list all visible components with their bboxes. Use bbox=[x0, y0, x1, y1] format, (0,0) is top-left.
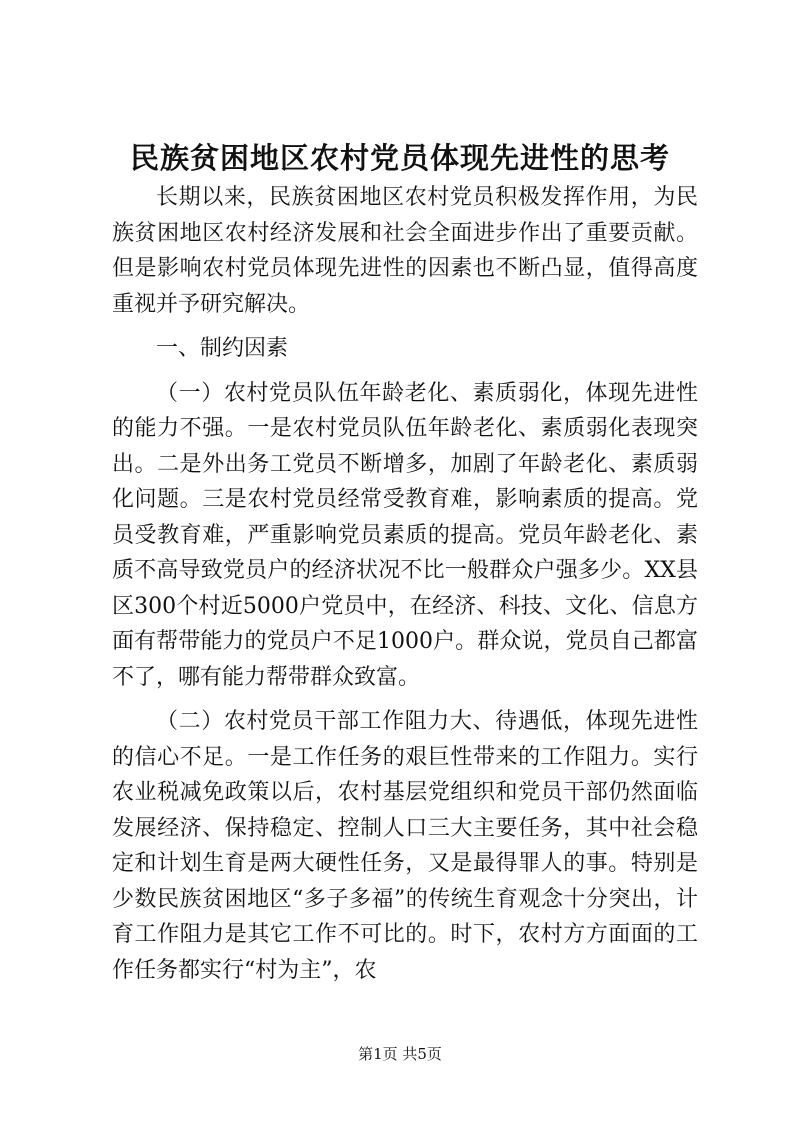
page-footer: 第1页 共5页 bbox=[358, 1045, 442, 1063]
document-title: 民族贫困地区农村党员体现先进性的思考 bbox=[129, 141, 670, 175]
paragraph-2: （二）农村党员干部工作阻力大、待遇低，体现先进性的信心不足。一是工作任务的艰巨性带来的工作阻力。实行农业税减免政策以后，农村基层党组织和党员干部仍然面临发展经济、保持稳定、控制人口三大主要任务，其中社会稳定和计划生育是两大硬性任务，又是最得罪人的事。特别是少数民族贫困地区“多子多福”的传统生育观念十分突出，计育工作阻力是其它工作不可比的。时下，农村方方面面的工作任务都实行“村为主”，农 bbox=[112, 709, 698, 983]
paragraph-1: （一）农村党员队伍年龄老化、素质弱化，体现先进性的能力不强。一是农村党员队伍年龄老化、素质弱化表现突出。二是外出务工党员不断增多，加剧了年龄老化、素质弱化问题。三是农村党员经常受教育难，影响素质的提高。党员受教育难，严重影响党员素质的提高。党员年龄老化、素质不高导致党员户的经济状况不比一般群众户强多少。XX县区300个村近5000户党员中，在经济、科技、文化、信息方面有帮带能力的党员户不足1000户。群众说，党员自己都富不了，哪有能力帮带群众致富。 bbox=[112, 380, 698, 690]
document-body bbox=[112, 180, 698, 997]
intro-paragraph: 长期以来，民族贫困地区农村党员积极发挥作用，为民族贫困地区农村经济发展和社会全面进步作出了重要贡献。但是影响农村党员体现先进性的因素也不断凸显，值得高度重视并予研究解决。 bbox=[112, 185, 698, 317]
section-heading: 一、制约因素 bbox=[156, 336, 289, 361]
